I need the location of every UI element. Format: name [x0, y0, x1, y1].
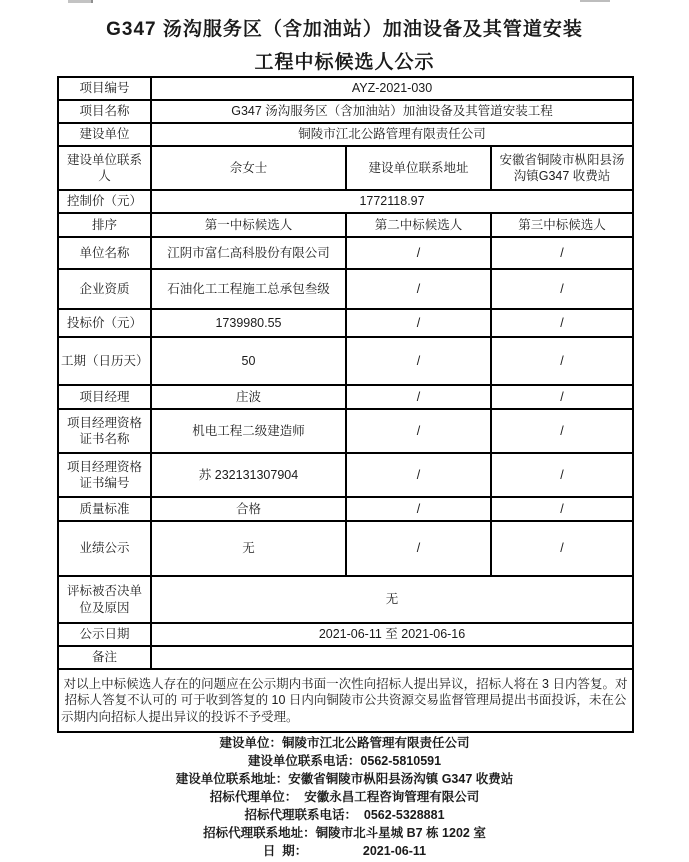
control-price-label: 控制价（元）	[58, 190, 151, 213]
rank-first-header: 第一中标候选人	[151, 213, 346, 237]
candidate-2-value: /	[346, 497, 491, 521]
footer-agency: 招标代理单位： 安徽永昌工程咨询管理有限公司	[209, 790, 480, 804]
candidate-1-value: 合格	[151, 497, 346, 521]
contact-label: 建设单位联系人	[58, 146, 151, 190]
candidate-3-value: /	[491, 385, 633, 409]
contact-addr-label: 建设单位联系地址	[346, 146, 491, 190]
candidate-2-value: /	[346, 269, 491, 309]
remark-label: 备注	[58, 646, 151, 669]
candidate-3-value: /	[491, 237, 633, 269]
table-row-rank-header	[58, 213, 633, 237]
top-left-scan-artifact	[68, 0, 93, 3]
project-name-label: 项目名称	[58, 100, 151, 123]
contact-addr-value: 安徽省铜陵市枞阳县汤沟镇G347 收费站	[491, 146, 633, 190]
page-title	[0, 0, 689, 79]
page-title-line2: 工程中标候选人公示	[254, 52, 435, 73]
control-price-value: 1772118.97	[151, 190, 633, 213]
table-row-objection-note	[58, 669, 633, 732]
table-row-quality-standard	[58, 497, 633, 521]
candidate-2-value: /	[346, 453, 491, 497]
row-label: 项目经理资格证书编号	[58, 453, 151, 497]
table-row-builder	[58, 123, 633, 146]
table-row-control-price	[58, 190, 633, 213]
candidate-1-value: 机电工程二级建造师	[151, 409, 346, 453]
footer-agency-address: 招标代理联系地址：铜陵市北斗星城 B7 栋 1202 室	[203, 826, 486, 840]
candidate-2-value: /	[346, 409, 491, 453]
publicity-date-value: 2021-06-11 至 2021-06-16	[151, 623, 633, 646]
candidate-2-value: /	[346, 337, 491, 385]
table-row-company-name	[58, 237, 633, 269]
table-row-contact	[58, 146, 633, 190]
candidate-3-value: /	[491, 409, 633, 453]
builder-label: 建设单位	[58, 123, 151, 146]
builder-value: 铜陵市江北公路管理有限责任公司	[151, 123, 633, 146]
table-row-cert-no	[58, 453, 633, 497]
candidate-3-value: /	[491, 521, 633, 576]
objection-note: 对以上中标候选人存在的问题应在公示期内书面一次性向招标人提出异议，招标人将在 3 日内答复。对招标人答复不认可的 可于收到答复的 10 日内向铜陵市公共资源交易监督管理局提出书面投诉，未在公示期内向招标人提出异议的投诉不予受理。	[58, 669, 633, 732]
candidate-2-value: /	[346, 309, 491, 337]
rank-third-header: 第三中标候选人	[491, 213, 633, 237]
top-right-scan-artifact	[580, 0, 610, 2]
footer-builder-phone: 建设单位联系电话：0562-5810591	[247, 754, 442, 768]
publicity-date-label: 公示日期	[58, 623, 151, 646]
project-name-value: G347 汤沟服务区（含加油站）加油设备及其管道安装工程	[151, 100, 633, 123]
footer-builder: 建设单位：铜陵市江北公路管理有限责任公司	[219, 736, 470, 750]
candidate-1-value: 1739980.55	[151, 309, 346, 337]
candidate-3-value: /	[491, 337, 633, 385]
table-row-cert-name	[58, 409, 633, 453]
table-row-remark	[58, 646, 633, 669]
page-title-line1: G347 汤沟服务区（含加油站）加油设备及其管道安装	[106, 19, 583, 40]
row-label: 业绩公示	[58, 521, 151, 576]
rejected-value: 无	[151, 576, 633, 623]
rank-label: 排序	[58, 213, 151, 237]
row-label: 项目经理	[58, 385, 151, 409]
candidate-1-value: 50	[151, 337, 346, 385]
table-row-qualification	[58, 269, 633, 309]
bid-announcement-table	[57, 76, 634, 733]
row-label: 项目经理资格证书名称	[58, 409, 151, 453]
contact-value: 佘女士	[151, 146, 346, 190]
row-label: 企业资质	[58, 269, 151, 309]
candidate-2-value: /	[346, 385, 491, 409]
candidate-1-value: 江阴市富仁高科股份有限公司	[151, 237, 346, 269]
candidate-1-value: 石油化工工程施工总承包叁级	[151, 269, 346, 309]
table-row-project-manager	[58, 385, 633, 409]
candidate-3-value: /	[491, 453, 633, 497]
rejected-label: 评标被否决单位及原因	[58, 576, 151, 623]
candidate-3-value: /	[491, 497, 633, 521]
table-row-project-name	[58, 100, 633, 123]
project-no-value: AYZ-2021-030	[151, 77, 633, 100]
candidate-1-value: 无	[151, 521, 346, 576]
row-label: 单位名称	[58, 237, 151, 269]
candidate-2-value: /	[346, 521, 491, 576]
footer-agency-phone: 招标代理联系电话： 0562-5328881	[244, 808, 445, 822]
candidate-3-value: /	[491, 309, 633, 337]
rank-second-header: 第二中标候选人	[346, 213, 491, 237]
row-label: 投标价（元）	[58, 309, 151, 337]
project-no-label: 项目编号	[58, 77, 151, 100]
candidate-3-value: /	[491, 269, 633, 309]
row-label: 工期（日历天）	[58, 337, 151, 385]
footer-date: 日 期： 2021-06-11	[262, 844, 427, 858]
table-row-project-no	[58, 77, 633, 100]
candidate-1-value: 庄波	[151, 385, 346, 409]
table-row-performance	[58, 521, 633, 576]
candidate-2-value: /	[346, 237, 491, 269]
footer-builder-address: 建设单位联系地址：安徽省铜陵市枞阳县汤沟镇 G347 收费站	[175, 772, 514, 786]
candidate-1-value: 苏 232131307904	[151, 453, 346, 497]
row-label: 质量标准	[58, 497, 151, 521]
table-row-publicity-date	[58, 623, 633, 646]
remark-value	[151, 646, 633, 669]
table-row-duration	[58, 337, 633, 385]
table-row-rejected	[58, 576, 633, 623]
table-row-bid-price	[58, 309, 633, 337]
footer-block	[0, 734, 689, 860]
